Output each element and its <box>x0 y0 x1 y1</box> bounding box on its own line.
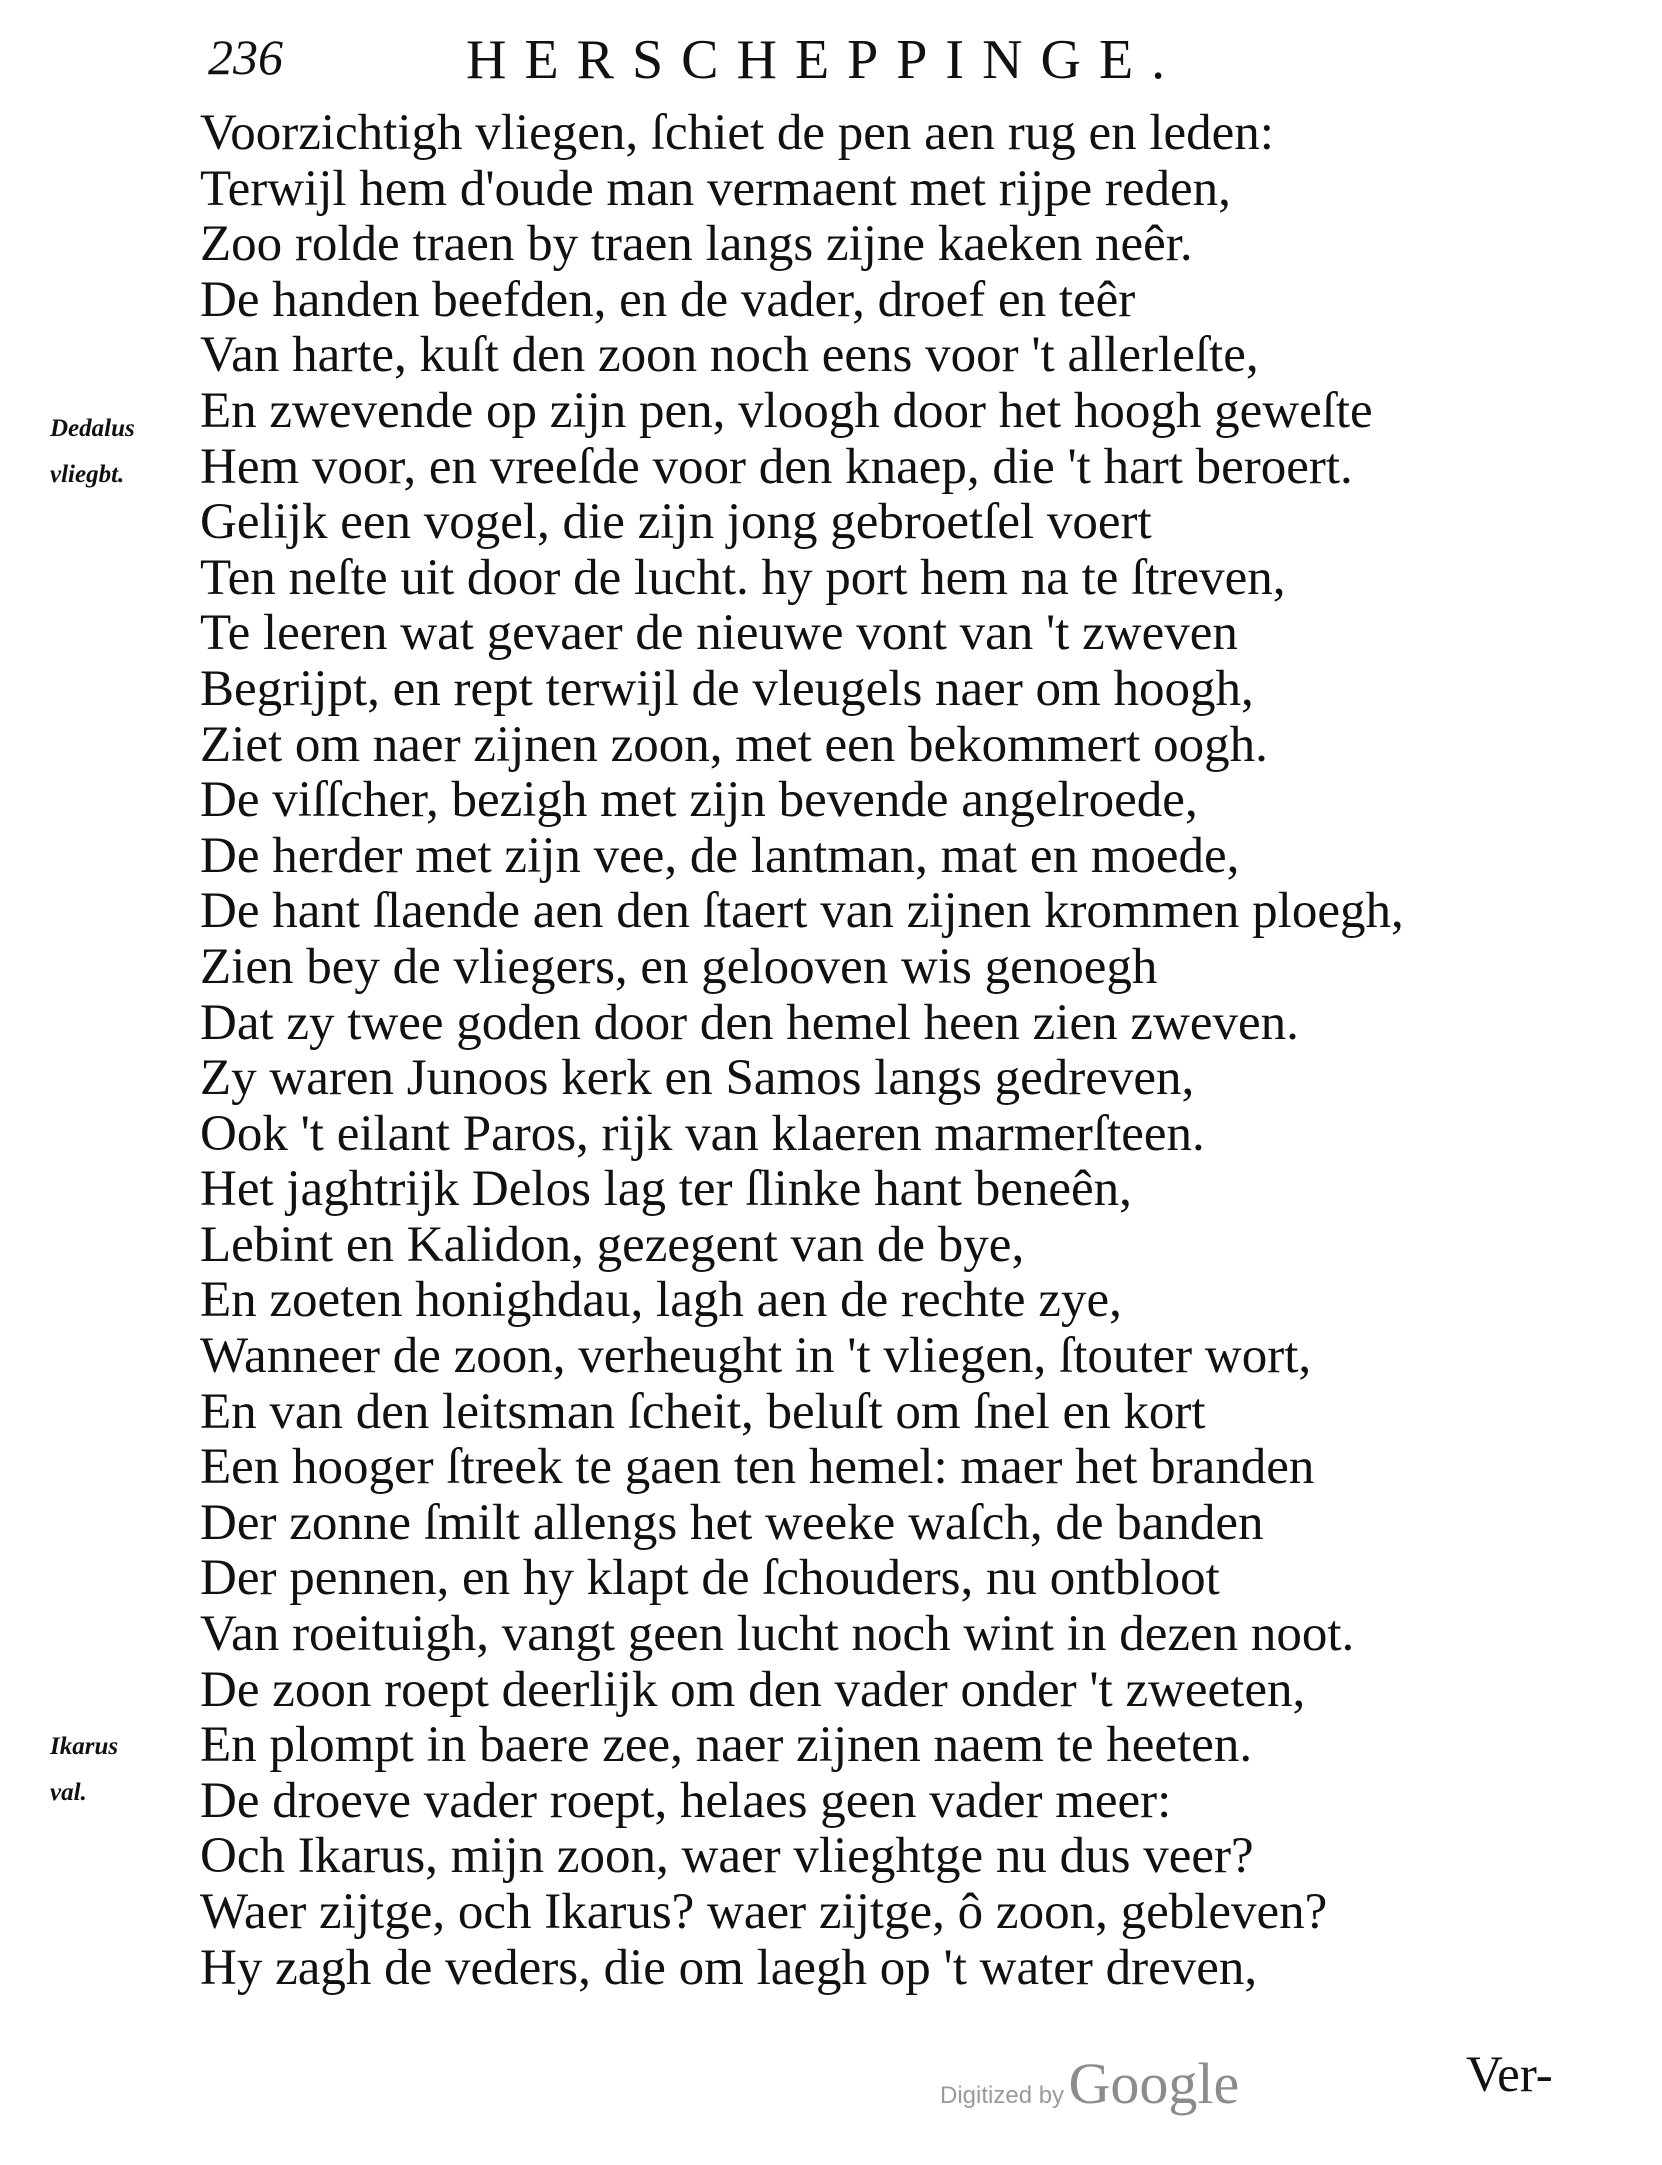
verse-line: Waer zijtge, och Ikarus? waer zijtge, ô zoon, gebleven? <box>200 1884 1328 1940</box>
poem-text <box>200 106 1600 1996</box>
verse-line: En plompt in baere zee, naer zijnen naem te heeten. <box>200 1717 1253 1774</box>
google-logo: Google <box>1068 2051 1240 2116</box>
verse-line: Zoo rolde traen by traen langs zijne kaeken neêr. <box>200 216 1193 273</box>
verse-line: Gelijk een vogel, die zijn jong gebroetſel voert <box>200 494 1152 551</box>
verse-line: Het jaghtrijk Delos lag ter ſlinke hant beneên, <box>200 1161 1132 1218</box>
verse-line: En zoeten honighdau, lagh aen de rechte zye, <box>200 1272 1122 1329</box>
verse-line: Dat zy twee goden door den hemel heen zien zweven. <box>200 994 1299 1051</box>
verse-line: Van harte, kuſt den zoon noch eens voor 't allerleſte, <box>200 327 1259 384</box>
verse-line: De zoon roept deerlijk om den vader onder 't zweeten, <box>200 1661 1306 1718</box>
verse-line: Zy waren Junoos kerk en Samos langs gedreven, <box>200 1050 1195 1107</box>
margin-note-line: val. <box>50 1779 87 1806</box>
verse-line: Lebint en Kalidon, gezegent van de bye, <box>200 1216 1025 1273</box>
verse-line: Ziet om naer zijnen zoon, met een bekommert oogh. <box>200 716 1268 773</box>
verse-line: Hem voor, en vreeſde voor den knaep, die 't hart beroert. <box>200 438 1353 495</box>
page-header <box>0 28 1662 98</box>
verse-line: Och Ikarus, mijn zoon, waer vlieghtge nu dus veer? <box>200 1828 1254 1885</box>
verse-line: De viſſcher, bezigh met zijn bevende angelroede, <box>200 772 1198 829</box>
verse-line: Hy zagh de veders, die om laegh op 't water dreven, <box>200 1939 1258 1996</box>
running-title: HERSCHEPPINGE. <box>466 29 1184 91</box>
verse-line: Zien bey de vliegers, en gelooven wis genoegh <box>200 938 1158 995</box>
verse-line: Voorzichtigh vliegen, ſchiet de pen aen rug en leden: <box>200 105 1274 161</box>
verse-line: Terwijl hem d'oude man vermaent met rijpe reden, <box>200 160 1231 217</box>
margin-note-line: Ikarus <box>50 1733 119 1760</box>
margin-note-dedalus <box>50 406 200 498</box>
verse-line: Der pennen, en hy klapt de ſchouders, nu ontbloot <box>200 1550 1220 1607</box>
verse-line: De hant ſlaende aen den ſtaert van zijnen krommen ploegh, <box>200 883 1404 940</box>
verse-line: Van roeituigh, vangt geen lucht noch wint in dezen noot. <box>200 1606 1355 1663</box>
verse-line: Ook 't eilant Paros, rijk van klaeren marmerſteen. <box>200 1105 1205 1162</box>
verse-line: De handen beefden, en de vader, droef en teêr <box>200 271 1136 328</box>
verse-line: En van den leitsman ſcheit, beluſt om ſnel en kort <box>200 1383 1206 1440</box>
verse-line: De droeve vader roept, helaes geen vader meer: <box>200 1772 1172 1829</box>
verse-line: En zwevende op zijn pen, vloogh door het hoogh geweſte <box>200 382 1373 439</box>
margin-note-line: vliegbt. <box>50 461 125 488</box>
catchword: Ver- <box>1466 2047 1553 2103</box>
watermark-prefix: Digitized by <box>940 2082 1065 2109</box>
margin-note-ikarus <box>50 1724 200 1816</box>
verse-line: Der zonne ſmilt allengs het weeke waſch, de banden <box>200 1494 1264 1551</box>
verse-line: De herder met zijn vee, de lantman, mat en moede, <box>200 827 1240 884</box>
verse-line: Begrijpt, en rept terwijl de vleugels naer om hoogh, <box>200 660 1254 717</box>
margin-note-line: Dedalus <box>50 415 135 442</box>
page-number: 236 <box>208 29 283 85</box>
verse-line: Ten neſte uit door de lucht. hy port hem na te ſtreven, <box>200 549 1286 606</box>
verse-line: Te leeren wat gevaer de nieuwe vont van 't zweven <box>200 605 1238 662</box>
verse-line: Wanneer de zoon, verheught in 't vliegen, ſtouter wort, <box>200 1328 1312 1385</box>
digitized-watermark <box>940 2050 1239 2117</box>
verse-line: Een hooger ſtreek te gaen ten hemel: maer het branden <box>200 1439 1315 1496</box>
